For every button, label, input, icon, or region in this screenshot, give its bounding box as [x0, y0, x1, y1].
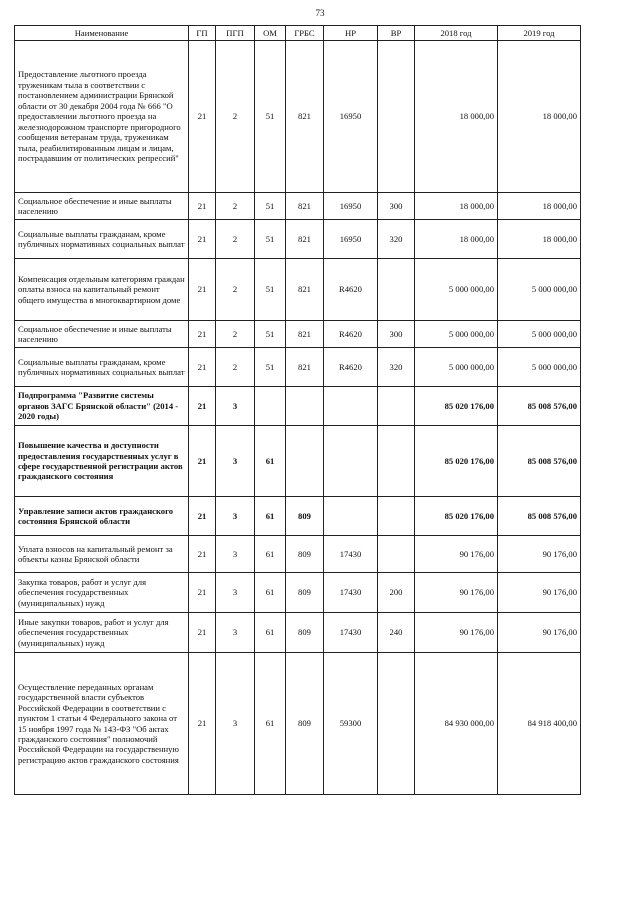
amount-2019-cell: 18 000,00 — [498, 193, 581, 220]
vr-header: ВР — [378, 26, 415, 41]
grbs-cell: 821 — [286, 41, 324, 193]
grbs-cell: 809 — [286, 497, 324, 536]
nr-cell — [324, 426, 378, 497]
nr-cell: R4620 — [324, 259, 378, 321]
nr-cell: 17430 — [324, 613, 378, 653]
nr-cell: 17430 — [324, 536, 378, 573]
nr-cell: 16950 — [324, 41, 378, 193]
grbs-cell: 821 — [286, 321, 324, 348]
name-cell: Иные закупки товаров, работ и услуг для обеспечения государственных (муниципальных) нужд — [15, 613, 189, 653]
vr-cell — [378, 426, 415, 497]
gp-cell: 21 — [189, 321, 216, 348]
vr-cell — [378, 653, 415, 795]
table-row — [15, 321, 581, 348]
amount-2019-cell: 85 008 576,00 — [498, 426, 581, 497]
amount-2018-cell: 5 000 000,00 — [415, 348, 498, 387]
nr-cell: R4620 — [324, 321, 378, 348]
gp-cell: 21 — [189, 259, 216, 321]
year-2019-header: 2019 год — [498, 26, 581, 41]
gp-cell: 21 — [189, 387, 216, 426]
grbs-cell: 821 — [286, 220, 324, 259]
table-body — [15, 41, 581, 795]
pgp-header: ПГП — [216, 26, 255, 41]
gp-cell: 21 — [189, 41, 216, 193]
table-row — [15, 220, 581, 259]
vr-cell — [378, 41, 415, 193]
name-cell: Повышение качества и доступности предоставления государственных услуг в сфере государственной регистрации актов гражданского состояния — [15, 426, 189, 497]
vr-cell: 320 — [378, 348, 415, 387]
gp-cell: 21 — [189, 613, 216, 653]
name-cell: Социальные выплаты гражданам, кроме публичных нормативных социальных выплат — [15, 348, 189, 387]
budget-table — [14, 25, 581, 795]
nr-cell: 17430 — [324, 573, 378, 613]
pgp-cell: 3 — [216, 653, 255, 795]
nr-cell: 59300 — [324, 653, 378, 795]
pgp-cell: 2 — [216, 220, 255, 259]
table-row — [15, 653, 581, 795]
table-row — [15, 387, 581, 426]
table-row — [15, 193, 581, 220]
table-row — [15, 259, 581, 321]
grbs-cell: 809 — [286, 536, 324, 573]
gp-cell: 21 — [189, 220, 216, 259]
pgp-cell: 3 — [216, 613, 255, 653]
name-cell: Социальное обеспечение и иные выплаты населению — [15, 193, 189, 220]
grbs-cell: 809 — [286, 613, 324, 653]
nr-cell: R4620 — [324, 348, 378, 387]
name-header: Наименование — [15, 26, 189, 41]
grbs-cell — [286, 426, 324, 497]
grbs-cell — [286, 387, 324, 426]
amount-2019-cell: 18 000,00 — [498, 220, 581, 259]
amount-2018-cell: 18 000,00 — [415, 220, 498, 259]
gp-cell: 21 — [189, 573, 216, 613]
gp-cell: 21 — [189, 536, 216, 573]
grbs-header: ГРБС — [286, 26, 324, 41]
amount-2019-cell: 90 176,00 — [498, 613, 581, 653]
nr-cell — [324, 497, 378, 536]
om-header: ОМ — [255, 26, 286, 41]
om-cell: 51 — [255, 259, 286, 321]
om-cell: 61 — [255, 497, 286, 536]
gp-cell: 21 — [189, 497, 216, 536]
amount-2019-cell: 84 918 400,00 — [498, 653, 581, 795]
nr-cell: 16950 — [324, 193, 378, 220]
gp-cell: 21 — [189, 348, 216, 387]
name-cell: Предоставление льготного проезда труженикам тыла в соответствии с постановлением администрации Брянской области от 30 декабря 2004 года № 666 "О предоставлении льготного проезда на железнодорожном транспорте пригородного сообщения ветеранам труда, труженикам тыла, реабилитированным лицам и лицам, пострадавшим от политических репрессий" — [15, 41, 189, 193]
nr-cell — [324, 387, 378, 426]
om-cell: 51 — [255, 348, 286, 387]
name-cell: Социальные выплаты гражданам, кроме публичных нормативных социальных выплат — [15, 220, 189, 259]
amount-2019-cell: 85 008 576,00 — [498, 497, 581, 536]
pgp-cell: 2 — [216, 41, 255, 193]
page-number: 73 — [315, 8, 325, 18]
table-row — [15, 497, 581, 536]
pgp-cell: 3 — [216, 536, 255, 573]
nr-header: НР — [324, 26, 378, 41]
name-cell: Управление записи актов гражданского состояния Брянской области — [15, 497, 189, 536]
amount-2019-cell: 5 000 000,00 — [498, 321, 581, 348]
vr-cell: 320 — [378, 220, 415, 259]
header-row — [15, 26, 581, 41]
pgp-cell: 3 — [216, 573, 255, 613]
om-cell: 61 — [255, 653, 286, 795]
amount-2019-cell: 5 000 000,00 — [498, 259, 581, 321]
table-row — [15, 573, 581, 613]
om-cell: 51 — [255, 220, 286, 259]
nr-cell: 16950 — [324, 220, 378, 259]
name-cell: Закупка товаров, работ и услуг для обеспечения государственных (муниципальных) нужд — [15, 573, 189, 613]
amount-2018-cell: 84 930 000,00 — [415, 653, 498, 795]
pgp-cell: 3 — [216, 497, 255, 536]
name-cell: Социальное обеспечение и иные выплаты населению — [15, 321, 189, 348]
gp-cell: 21 — [189, 653, 216, 795]
amount-2018-cell: 90 176,00 — [415, 613, 498, 653]
gp-cell: 21 — [189, 426, 216, 497]
amount-2019-cell: 90 176,00 — [498, 536, 581, 573]
amount-2018-cell: 90 176,00 — [415, 573, 498, 613]
grbs-cell: 809 — [286, 653, 324, 795]
amount-2018-cell: 5 000 000,00 — [415, 259, 498, 321]
table-row — [15, 426, 581, 497]
pgp-cell: 3 — [216, 426, 255, 497]
om-cell: 61 — [255, 573, 286, 613]
name-cell: Компенсация отдельным категориям граждан оплаты взноса на капитальный ремонт общего имущества в многоквартирном доме — [15, 259, 189, 321]
grbs-cell: 821 — [286, 348, 324, 387]
vr-cell — [378, 497, 415, 536]
vr-cell — [378, 259, 415, 321]
amount-2018-cell: 85 020 176,00 — [415, 497, 498, 536]
amount-2018-cell: 85 020 176,00 — [415, 387, 498, 426]
vr-cell — [378, 536, 415, 573]
grbs-cell: 821 — [286, 259, 324, 321]
grbs-cell: 821 — [286, 193, 324, 220]
amount-2018-cell: 18 000,00 — [415, 41, 498, 193]
om-cell: 51 — [255, 321, 286, 348]
om-cell: 61 — [255, 536, 286, 573]
pgp-cell: 3 — [216, 387, 255, 426]
name-cell: Подпрограмма "Развитие системы органов ЗАГС Брянской области" (2014 - 2020 годы) — [15, 387, 189, 426]
name-cell: Уплата взносов на капитальный ремонт за объекты казны Брянской области — [15, 536, 189, 573]
pgp-cell: 2 — [216, 348, 255, 387]
pgp-cell: 2 — [216, 321, 255, 348]
vr-cell: 300 — [378, 193, 415, 220]
vr-cell: 240 — [378, 613, 415, 653]
om-cell: 51 — [255, 193, 286, 220]
amount-2019-cell: 18 000,00 — [498, 41, 581, 193]
amount-2019-cell: 5 000 000,00 — [498, 348, 581, 387]
table-row — [15, 613, 581, 653]
pgp-cell: 2 — [216, 193, 255, 220]
vr-cell: 300 — [378, 321, 415, 348]
year-2018-header: 2018 год — [415, 26, 498, 41]
table-row — [15, 536, 581, 573]
om-cell: 61 — [255, 426, 286, 497]
amount-2018-cell: 5 000 000,00 — [415, 321, 498, 348]
amount-2019-cell: 85 008 576,00 — [498, 387, 581, 426]
pgp-cell: 2 — [216, 259, 255, 321]
om-cell — [255, 387, 286, 426]
grbs-cell: 809 — [286, 573, 324, 613]
gp-header: ГП — [189, 26, 216, 41]
gp-cell: 21 — [189, 193, 216, 220]
name-cell: Осуществление переданных органам государственной власти субъектов Российской Федерации в соответствии с пунктом 1 статьи 4 Федерального закона от 15 ноября 1997 года № 143-ФЗ "Об актах гражданского состояния" полномочий Российской Федерации на государственную регистрацию актов гражданского состояния — [15, 653, 189, 795]
vr-cell — [378, 387, 415, 426]
om-cell: 51 — [255, 41, 286, 193]
table-header — [15, 26, 581, 41]
amount-2018-cell: 18 000,00 — [415, 193, 498, 220]
amount-2018-cell: 90 176,00 — [415, 536, 498, 573]
amount-2019-cell: 90 176,00 — [498, 573, 581, 613]
om-cell: 61 — [255, 613, 286, 653]
table-row — [15, 348, 581, 387]
vr-cell: 200 — [378, 573, 415, 613]
amount-2018-cell: 85 020 176,00 — [415, 426, 498, 497]
table-row — [15, 41, 581, 193]
